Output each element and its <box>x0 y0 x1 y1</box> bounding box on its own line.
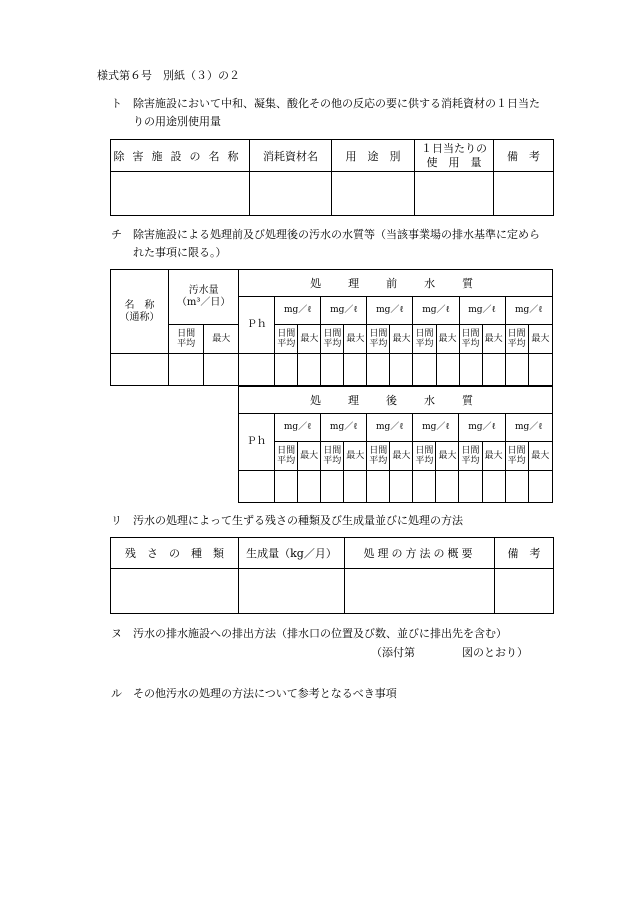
after-avg-3 <box>367 442 390 471</box>
section-nu-note-a: （添付第 <box>371 646 415 659</box>
input-before-avg-1[interactable] <box>275 354 298 386</box>
input-material-name[interactable] <box>250 172 332 216</box>
unit-before-5: mg／ℓ <box>459 297 505 325</box>
after-max-3: 最大 <box>390 442 413 471</box>
before-max-2: 最大 <box>344 325 367 354</box>
input-treatment-method[interactable] <box>345 569 495 614</box>
before-avg-2 <box>321 325 344 354</box>
section-chi-line2: れた事項に限る。） <box>133 246 227 259</box>
before-avg-4-a: 日間 <box>415 329 434 339</box>
input-use[interactable] <box>332 172 415 216</box>
after-avg-1 <box>275 442 298 471</box>
flow-max: 最大 <box>204 325 239 354</box>
unit-before-2: mg／ℓ <box>321 297 367 325</box>
input-before-max-6[interactable] <box>528 354 552 386</box>
after-avg-4-b: 平均 <box>415 456 434 466</box>
before-avg-2-a: 日間 <box>323 329 342 339</box>
before-max-1: 最大 <box>298 325 321 354</box>
water-quality-before-table <box>110 269 553 386</box>
residue-table <box>110 537 554 614</box>
water-quality-after-table <box>238 386 553 503</box>
input-daily-usage[interactable] <box>415 172 494 216</box>
col-flow-1: 汚水量 <box>188 285 219 296</box>
input-after-max-4[interactable] <box>436 471 459 503</box>
unit-after-5: mg／ℓ <box>459 414 505 442</box>
after-avg-2-b: 平均 <box>323 456 342 466</box>
after-max-6: 最大 <box>528 442 552 471</box>
before-max-3: 最大 <box>390 325 413 354</box>
section-to-line2: りの用途別使用量 <box>133 115 221 128</box>
col-flow <box>169 270 239 325</box>
col-remarks: 備 考 <box>494 140 554 172</box>
col-treatment-method: 処理の方法の概要 <box>345 538 495 569</box>
col-name-1: 名 称 <box>124 299 155 311</box>
after-max-5: 最大 <box>482 442 505 471</box>
before-avg-6-b: 平均 <box>507 339 526 349</box>
section-to-line1: 除害施設において中和、凝集、酸化その他の反応の要に供する消耗資材の１日当た <box>133 97 540 110</box>
consumables-table <box>110 139 554 216</box>
col-facility-name: 除害施設の名称 <box>111 140 250 172</box>
col-ph-after: Ｐｈ <box>239 414 275 471</box>
form-number: 様式第６号 別紙（３）の２ <box>97 69 240 82</box>
after-avg-6-a: 日間 <box>507 446 526 456</box>
after-avg-4-a: 日間 <box>415 446 434 456</box>
input-generation-amount[interactable] <box>239 569 345 614</box>
input-after-max-5[interactable] <box>482 471 505 503</box>
input-name[interactable] <box>111 354 169 386</box>
after-avg-3-b: 平均 <box>369 456 388 466</box>
input-flow-avg[interactable] <box>169 354 204 386</box>
section-nu-marker: ヌ <box>111 627 122 640</box>
section-ru-marker: ル <box>111 687 122 700</box>
input-before-max-4[interactable] <box>436 354 459 386</box>
section-ri-marker: リ <box>111 514 122 527</box>
col-residue-type: 残 さ の 種 類 <box>111 538 239 569</box>
before-title: 処 理 前 水 質 <box>239 270 553 297</box>
section-ri-line1: 汚水の処理によって生ずる残さの種類及び生成量並びに処理の方法 <box>133 514 463 527</box>
flow-daily-avg-1: 日間 <box>177 329 196 339</box>
after-avg-1-a: 日間 <box>277 446 296 456</box>
col-use: 用 途 別 <box>332 140 415 172</box>
before-avg-5-a: 日間 <box>461 329 480 339</box>
input-before-avg-4[interactable] <box>413 354 436 386</box>
after-max-2: 最大 <box>344 442 367 471</box>
section-chi-line1: 除害施設による処理前及び処理後の汚水の水質等（当該事業場の排水基準に定めら <box>133 228 540 241</box>
col-residue-remarks: 備 考 <box>495 538 554 569</box>
before-avg-4 <box>413 325 436 354</box>
after-avg-3-a: 日間 <box>369 446 388 456</box>
input-after-max-6[interactable] <box>528 471 552 503</box>
unit-after-3: mg／ℓ <box>367 414 413 442</box>
col-daily-usage-1: １日当たりの <box>421 141 487 155</box>
after-avg-6 <box>505 442 528 471</box>
input-before-avg-3[interactable] <box>367 354 390 386</box>
col-daily-usage <box>415 140 494 172</box>
input-ph-after[interactable] <box>239 471 275 503</box>
after-max-1: 最大 <box>298 442 321 471</box>
input-ph-before[interactable] <box>239 354 275 386</box>
after-avg-4 <box>413 442 436 471</box>
before-avg-5 <box>459 325 482 354</box>
input-after-max-2[interactable] <box>344 471 367 503</box>
after-avg-5-b: 平均 <box>461 456 480 466</box>
after-avg-2 <box>321 442 344 471</box>
before-avg-1-a: 日間 <box>277 329 296 339</box>
unit-after-1: mg／ℓ <box>275 414 321 442</box>
before-max-5: 最大 <box>482 325 505 354</box>
after-avg-1-b: 平均 <box>277 456 296 466</box>
input-after-max-1[interactable] <box>298 471 321 503</box>
unit-after-2: mg／ℓ <box>321 414 367 442</box>
section-nu-note-b: 図のとおり） <box>462 646 528 659</box>
input-after-avg-2[interactable] <box>321 471 344 503</box>
input-before-max-2[interactable] <box>344 354 367 386</box>
input-residue-remarks[interactable] <box>495 569 554 614</box>
input-facility-name[interactable] <box>111 172 250 216</box>
flow-daily-avg-2: 平均 <box>177 339 196 349</box>
col-generation-amount: 生成量（kg／月） <box>239 538 345 569</box>
before-avg-3 <box>367 325 390 354</box>
after-max-4: 最大 <box>436 442 459 471</box>
before-avg-3-b: 平均 <box>369 339 388 349</box>
input-after-avg-6[interactable] <box>505 471 528 503</box>
unit-before-6: mg／ℓ <box>505 297 552 325</box>
col-material-name: 消耗資材名 <box>250 140 332 172</box>
after-avg-5 <box>459 442 482 471</box>
input-remarks[interactable] <box>494 172 554 216</box>
input-before-avg-2[interactable] <box>321 354 344 386</box>
input-flow-max[interactable] <box>204 354 239 386</box>
before-avg-5-b: 平均 <box>461 339 480 349</box>
before-avg-4-b: 平均 <box>415 339 434 349</box>
col-flow-2: （m³／日） <box>176 297 231 308</box>
before-avg-6-a: 日間 <box>507 329 526 339</box>
after-avg-6-b: 平均 <box>507 456 526 466</box>
unit-after-4: mg／ℓ <box>413 414 459 442</box>
col-name-2: （通称） <box>119 311 160 323</box>
after-title: 処 理 後 水 質 <box>239 387 553 414</box>
before-avg-6 <box>505 325 528 354</box>
before-avg-1 <box>275 325 298 354</box>
section-to-marker: ト <box>111 97 122 110</box>
after-avg-5-a: 日間 <box>461 446 480 456</box>
unit-before-3: mg／ℓ <box>367 297 413 325</box>
input-before-max-5[interactable] <box>482 354 505 386</box>
section-chi-marker: チ <box>111 228 122 241</box>
input-before-max-3[interactable] <box>390 354 413 386</box>
before-avg-3-a: 日間 <box>369 329 388 339</box>
before-avg-1-b: 平均 <box>277 339 296 349</box>
input-after-avg-3[interactable] <box>367 471 390 503</box>
col-name <box>111 270 169 354</box>
col-daily-usage-2: 使 用 量 <box>426 155 482 169</box>
input-before-max-1[interactable] <box>298 354 321 386</box>
after-avg-2-a: 日間 <box>323 446 342 456</box>
before-avg-2-b: 平均 <box>323 339 342 349</box>
section-ru-line1: その他汚水の処理の方法について参考となるべき事項 <box>133 687 397 700</box>
input-after-avg-4[interactable] <box>413 471 436 503</box>
input-residue-type[interactable] <box>111 569 239 614</box>
input-before-avg-5[interactable] <box>459 354 482 386</box>
input-after-max-3[interactable] <box>390 471 413 503</box>
input-after-avg-5[interactable] <box>459 471 482 503</box>
unit-after-6: mg／ℓ <box>505 414 552 442</box>
input-after-avg-1[interactable] <box>275 471 298 503</box>
flow-daily-avg <box>169 325 204 354</box>
section-nu-line1: 汚水の排水施設への排出方法（排水口の位置及び数、並びに排出先を含む） <box>133 627 507 640</box>
before-max-6: 最大 <box>528 325 552 354</box>
before-max-4: 最大 <box>436 325 459 354</box>
unit-before-1: mg／ℓ <box>275 297 321 325</box>
input-before-avg-6[interactable] <box>505 354 528 386</box>
unit-before-4: mg／ℓ <box>413 297 459 325</box>
col-ph-before: Ｐｈ <box>239 297 275 354</box>
